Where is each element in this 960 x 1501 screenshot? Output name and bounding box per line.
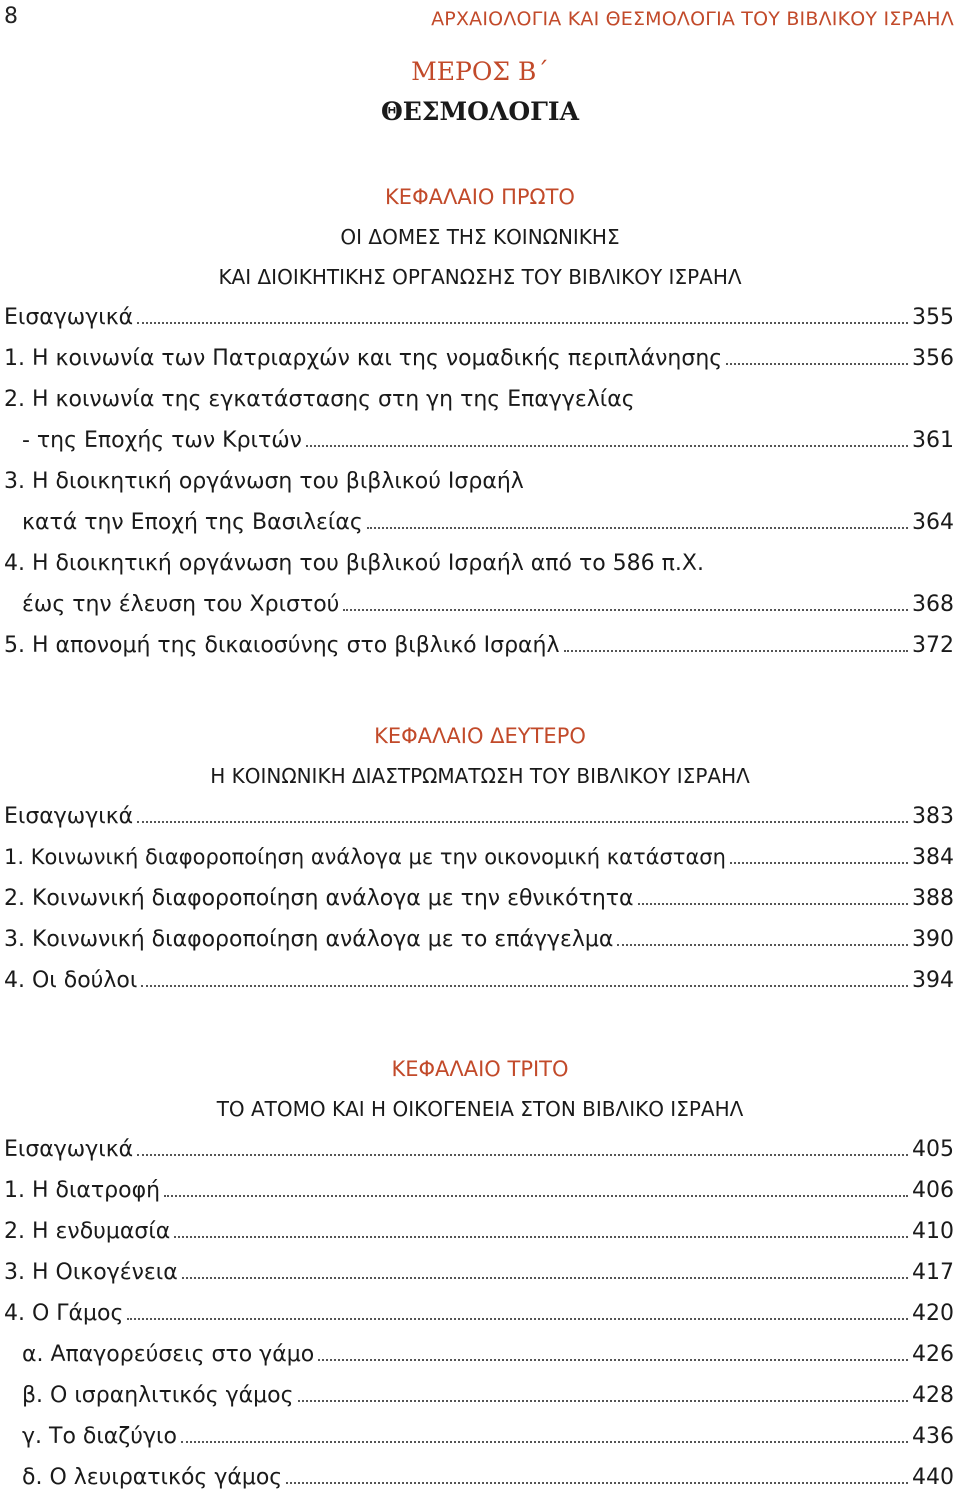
toc-page-number: 440: [912, 1465, 954, 1490]
toc-entry[interactable]: [0, 1334, 960, 1375]
leader-dots: [343, 609, 908, 611]
leader-dots: [318, 1359, 908, 1361]
chapter-1: [0, 177, 960, 666]
chapter-2: [0, 716, 960, 1001]
leader-dots: [617, 944, 908, 946]
toc-entry-text: Εισαγωγικά: [4, 1137, 134, 1162]
toc-entry-text: 1. Κοινωνική διαφοροποίηση ανάλογα με την οικονομική κατάσταση: [4, 845, 726, 869]
toc-entry-text: 3. Η Οικογένεια: [4, 1260, 178, 1285]
leader-dots: [730, 862, 908, 864]
chapter-title-line: ΟΙ ΔΟΜΕΣ ΤΗΣ ΚΟΙΝΩΝΙΚΗΣ: [340, 225, 620, 249]
leader-dots: [298, 1400, 908, 1402]
toc-entry[interactable]: [0, 1416, 960, 1457]
toc-page-number: 355: [912, 305, 954, 330]
toc-page-number: 390: [912, 927, 954, 952]
toc-page-number: 428: [912, 1383, 954, 1408]
leader-dots: [137, 1154, 908, 1156]
toc-page-number: 372: [912, 633, 954, 658]
toc-entry-text: β. Ο ισραηλιτικός γάμος: [22, 1383, 294, 1408]
chapter-title-line: ΚΑΙ ΔΙΟΙΚΗΤΙΚΗΣ ΟΡΓΑΝΩΣΗΣ ΤΟΥ ΒΙΒΛΙΚΟΥ ΙΣΡΑΗΛ: [218, 265, 742, 289]
toc-page-number: 410: [912, 1219, 954, 1244]
toc-entry[interactable]: [0, 420, 960, 461]
toc-entry-text: 4. Οι δούλοι: [4, 968, 138, 993]
page-number: 8: [4, 4, 18, 29]
leader-dots: [137, 821, 908, 823]
toc-entry-first-line: 3. Η διοικητική οργάνωση του βιβλικού Ισραήλ: [4, 469, 524, 494]
toc-entry[interactable]: [0, 338, 960, 379]
toc-entry[interactable]: [0, 584, 960, 625]
toc-entry-text: γ. Το διαζύγιο: [22, 1424, 177, 1449]
chapter-title-line: ΤΟ ΑΤΟΜΟ ΚΑΙ Η ΟΙΚΟΓΕΝΕΙΑ ΣΤΟΝ ΒΙΒΛΙΚΟ ΙΣΡΑΗΛ: [216, 1097, 744, 1121]
toc-entry[interactable]: [0, 837, 960, 878]
toc-entry-first-line: 2. Η κοινωνία της εγκατάστασης στη γη της Επαγγελίας: [4, 387, 635, 412]
toc-entry[interactable]: [0, 1375, 960, 1416]
toc-page-number: 356: [912, 346, 954, 371]
toc-page-number: 361: [912, 428, 954, 453]
leader-dots: [141, 985, 908, 987]
toc-entry[interactable]: [0, 1211, 960, 1252]
toc-entry-text: 2. Κοινωνική διαφοροποίηση ανάλογα με την εθνικότητα: [4, 886, 634, 911]
toc-entry[interactable]: [0, 1252, 960, 1293]
toc-entry-first-line: 4. Η διοικητική οργάνωση του βιβλικού Ισραήλ από το 586 π.Χ.: [4, 551, 704, 576]
toc-entry[interactable]: [0, 878, 960, 919]
toc-entry-text: 2. Η ενδυμασία: [4, 1219, 171, 1244]
toc-entry[interactable]: [0, 625, 960, 666]
toc-entry[interactable]: [0, 297, 960, 338]
leader-dots: [286, 1482, 908, 1484]
toc-entry[interactable]: [0, 502, 960, 543]
toc-entry[interactable]: [0, 1170, 960, 1211]
toc-page-number: 388: [912, 886, 954, 911]
leader-dots: [137, 322, 908, 324]
toc-page-number: 364: [912, 510, 954, 535]
toc-entry[interactable]: [0, 1129, 960, 1170]
toc-page-number: 384: [912, 845, 954, 870]
chapter-3: [0, 1049, 960, 1498]
leader-dots: [181, 1441, 908, 1443]
toc-entry-text: 5. Η απονομή της δικαιοσύνης στο βιβλικό Ισραήλ: [4, 633, 560, 658]
toc-entry[interactable]: [0, 1293, 960, 1334]
part-subtitle: ΘΕΣΜΟΛΟΓΙΑ: [381, 97, 579, 126]
chapter-title-line: Η ΚΟΙΝΩΝΙΚΗ ΔΙΑΣΤΡΩΜΑΤΩΣΗ ΤΟΥ ΒΙΒΛΙΚΟΥ ΙΣΡΑΗΛ: [210, 764, 750, 788]
toc-page-number: 405: [912, 1137, 954, 1162]
leader-dots: [174, 1236, 908, 1238]
toc-page-number: 436: [912, 1424, 954, 1449]
toc-page-number: 368: [912, 592, 954, 617]
toc-entry-text: Εισαγωγικά: [4, 804, 134, 829]
toc-page-number: 406: [912, 1178, 954, 1203]
toc-entry[interactable]: [0, 960, 960, 1001]
leader-dots: [726, 363, 908, 365]
toc-page-number: 417: [912, 1260, 954, 1285]
toc-entry-text: δ. Ο λευιρατικός γάμος: [22, 1465, 283, 1490]
chapter-label: ΚΕΦΑΛΑΙΟ ΠΡΩΤΟ: [385, 185, 575, 209]
chapter-label: ΚΕΦΑΛΑΙΟ ΤΡΙΤΟ: [391, 1057, 569, 1081]
toc-page-number: 420: [912, 1301, 954, 1326]
page-header: [0, 4, 960, 34]
toc-entry-text: Εισαγωγικά: [4, 305, 134, 330]
leader-dots: [127, 1318, 908, 1320]
leader-dots: [367, 527, 908, 529]
leader-dots: [182, 1277, 908, 1279]
leader-dots: [164, 1195, 908, 1197]
toc-entry[interactable]: [0, 919, 960, 960]
leader-dots: [564, 650, 909, 652]
leader-dots: [638, 903, 908, 905]
chapter-label: ΚΕΦΑΛΑΙΟ ΔΕΥΤΕΡΟ: [374, 724, 586, 748]
toc-entry-text: α. Απαγορεύσεις στο γάμο: [22, 1342, 315, 1367]
toc-entry[interactable]: [0, 796, 960, 837]
running-head: ΑΡΧΑΙΟΛΟΓΙΑ ΚΑΙ ΘΕΣΜΟΛΟΓΙΑ ΤΟΥ ΒΙΒΛΙΚΟΥ ΙΣΡΑΗΛ: [431, 8, 954, 30]
toc-entry-text: 3. Κοινωνική διαφοροποίηση ανάλογα με το επάγγελμα: [4, 927, 614, 952]
toc-entry-text: κατά την Εποχή της Βασιλείας: [22, 510, 363, 535]
toc-entry-text: 4. Ο Γάμος: [4, 1301, 124, 1326]
toc-page-number: 383: [912, 804, 954, 829]
toc-entry-text: - της Εποχής των Κριτών: [22, 428, 302, 453]
toc-entry-text: 1. Η διατροφή: [4, 1178, 161, 1203]
toc-page-number: 426: [912, 1342, 954, 1367]
toc-entry-text: 1. Η κοινωνία των Πατριαρχών και της νομαδικής περιπλάνησης: [4, 346, 723, 371]
toc-entry-text: έως την έλευση του Χριστού: [22, 592, 340, 617]
toc-page-number: 394: [912, 968, 954, 993]
part-title: ΜΕΡΟΣ Β΄: [411, 57, 549, 86]
leader-dots: [306, 445, 908, 447]
toc-entry[interactable]: [0, 1457, 960, 1498]
